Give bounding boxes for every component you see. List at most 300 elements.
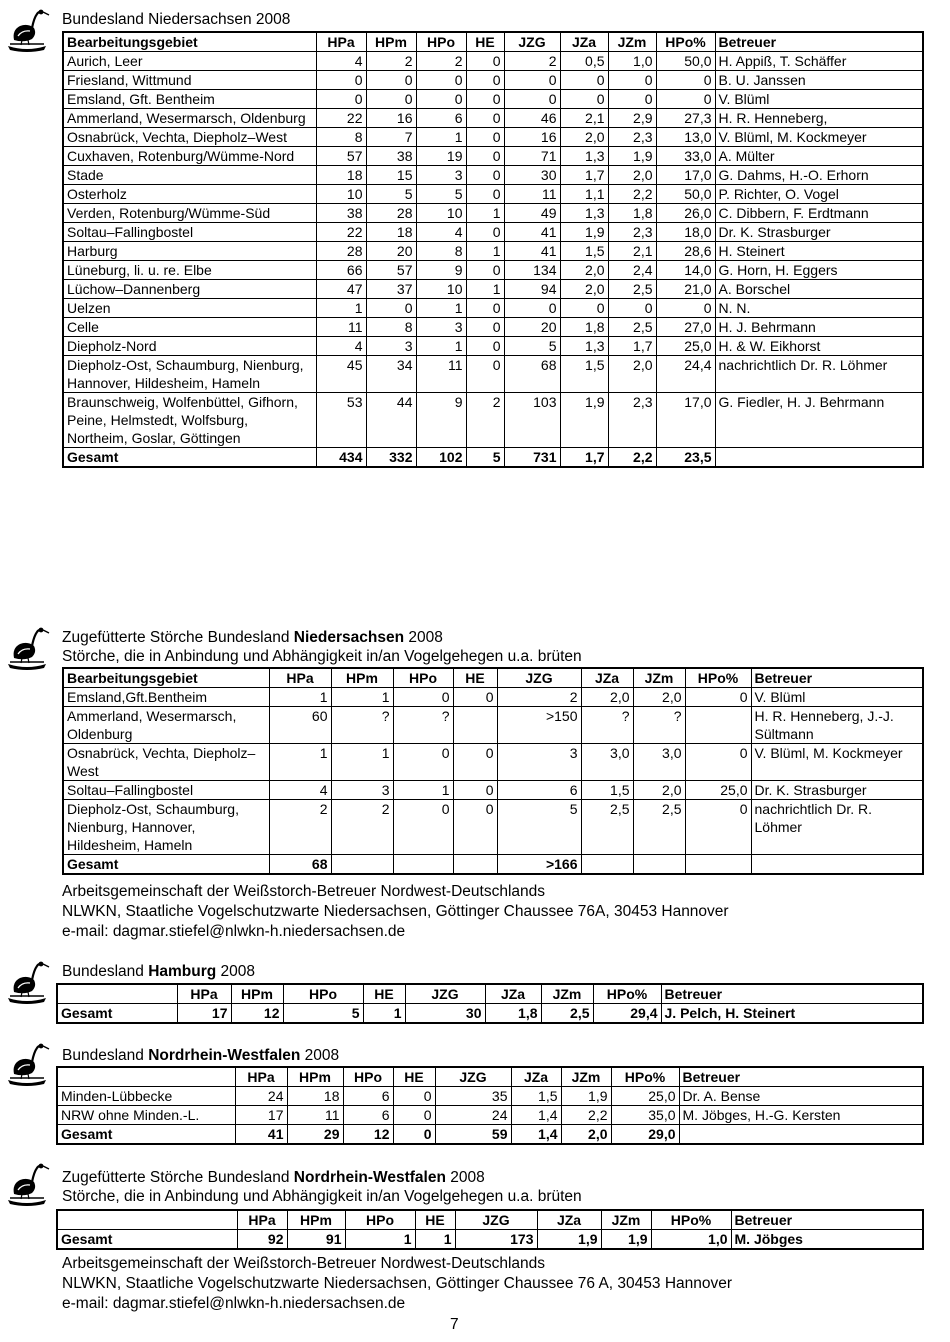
table-cell: H. J. Behrmann: [715, 318, 923, 337]
total-cell: 29,4: [593, 1004, 661, 1024]
column-header: JZm: [541, 984, 593, 1004]
total-cell: 2,5: [541, 1004, 593, 1024]
column-header: JZG: [497, 668, 581, 688]
table-cell: 28,6: [656, 242, 715, 261]
total-cell: [633, 855, 685, 875]
table-cell: 44: [366, 393, 416, 448]
table-cell: 24: [235, 1087, 287, 1106]
total-cell: 1,8: [485, 1004, 541, 1024]
table-cell: 0: [466, 356, 504, 393]
table-cell: 2,2: [561, 1106, 611, 1125]
section-title-nrw-zoo: Zugefütterte Störche Bundesland Nordrhein-Westfalen 2008: [62, 1169, 485, 1186]
column-header: Bearbeitungsgebiet: [63, 32, 316, 52]
stork-logo-icon: [4, 624, 50, 672]
table-cell: 2,4: [608, 261, 656, 280]
table-cell: Diepholz-Ost, Schaumburg, Nienburg, Hannover, Hildesheim, Hameln: [63, 800, 269, 855]
table-cell: 0: [466, 90, 504, 109]
table-cell: 0: [393, 1087, 435, 1106]
table-cell: 5: [504, 337, 560, 356]
table-cell: 0: [466, 261, 504, 280]
total-cell: Gesamt: [57, 1004, 177, 1024]
table-cell: 0: [466, 318, 504, 337]
table-cell: >150: [497, 707, 581, 744]
table-cell: 0: [560, 71, 608, 90]
table-cell: Diepholz-Ost, Schaumburg, Nienburg, Hannover, Hildesheim, Hameln: [63, 356, 316, 393]
table-row: [57, 1106, 923, 1125]
table-cell: nachrichtlich Dr. R. Löhmer: [751, 800, 923, 855]
table-cell: 1,3: [560, 147, 608, 166]
total-cell: 12: [343, 1125, 393, 1145]
table-cell: 15: [366, 166, 416, 185]
table-cell: 1: [416, 337, 466, 356]
column-header: JZa: [581, 668, 633, 688]
table-cell: H. & W. Eikhorst: [715, 337, 923, 356]
table-cell: 3: [416, 318, 466, 337]
table-cell: 1,8: [608, 204, 656, 223]
table-cell: 0: [560, 90, 608, 109]
total-cell: 1,9: [537, 1230, 601, 1250]
table-cell: 8: [416, 242, 466, 261]
total-cell: 12: [231, 1004, 283, 1024]
table-nrw-zoo: [56, 1209, 924, 1250]
table-row: [63, 71, 923, 90]
table-cell: 2,1: [608, 242, 656, 261]
table-cell: 0: [453, 744, 497, 781]
table-cell: 34: [366, 356, 416, 393]
table-cell: 9: [416, 261, 466, 280]
table-row: [63, 261, 923, 280]
column-header: JZG: [504, 32, 560, 52]
table-cell: 2,9: [608, 109, 656, 128]
table-cell: A. Mülter: [715, 147, 923, 166]
table-row: [63, 781, 923, 800]
table-cell: 1: [316, 299, 366, 318]
table-cell: 0: [316, 71, 366, 90]
table-cell: 0: [656, 299, 715, 318]
total-cell: 173: [455, 1230, 537, 1250]
table-cell: 66: [316, 261, 366, 280]
total-cell: 17: [177, 1004, 231, 1024]
table-cell: C. Dibbern, F. Erdtmann: [715, 204, 923, 223]
table-cell: 2,1: [560, 109, 608, 128]
table-cell: Braunschweig, Wolfenbüttel, Gifhorn, Peine, Helmstedt, Wolfsburg, Northeim, Goslar, Göttingen: [63, 393, 316, 448]
table-cell: 25,0: [611, 1087, 679, 1106]
table-cell: 0: [608, 90, 656, 109]
table-cell: 1,8: [560, 318, 608, 337]
total-cell: [679, 1125, 923, 1145]
table-cell: 1,5: [560, 356, 608, 393]
table-cell: Aurich, Leer: [63, 52, 316, 71]
column-header: Betreuer: [679, 1067, 923, 1087]
table-cell: B. U. Janssen: [715, 71, 923, 90]
table-cell: 94: [504, 280, 560, 299]
table-cell: 0: [453, 800, 497, 855]
stork-logo-icon: [4, 958, 50, 1006]
table-cell: 0: [316, 90, 366, 109]
page-number: 7: [450, 1316, 459, 1333]
table-cell: 22: [316, 223, 366, 242]
table-cell: Uelzen: [63, 299, 316, 318]
table-cell: 41: [504, 242, 560, 261]
table-cell: 20: [504, 318, 560, 337]
table-cell: 22: [316, 109, 366, 128]
table-cell: 6: [343, 1087, 393, 1106]
table-row: [63, 744, 923, 781]
table-cell: 71: [504, 147, 560, 166]
table-cell: 0: [393, 688, 453, 707]
table-cell: 5: [497, 800, 581, 855]
table-cell: 2,0: [633, 688, 685, 707]
footer-email: e-mail: dagmar.stiefel@nlwkn-h.niedersachsen.de: [62, 1295, 406, 1312]
total-cell: 91: [287, 1230, 345, 1250]
table-cell: 0: [393, 744, 453, 781]
total-cell: 1: [363, 1004, 405, 1024]
total-row: [57, 1004, 923, 1024]
column-header: JZa: [560, 32, 608, 52]
table-cell: 1: [466, 280, 504, 299]
table-cell: 11: [287, 1106, 343, 1125]
table-cell: 17: [235, 1106, 287, 1125]
table-cell: 0: [504, 90, 560, 109]
table-cell: ?: [633, 707, 685, 744]
table-cell: 16: [504, 128, 560, 147]
table-cell: [685, 707, 751, 744]
table-cell: 2,3: [608, 128, 656, 147]
table-row: [63, 185, 923, 204]
table-cell: Ammerland, Wesermarsch, Oldenburg: [63, 707, 269, 744]
table-row: [63, 688, 923, 707]
table-cell: Emsland,Gft.Bentheim: [63, 688, 269, 707]
total-cell: 29: [287, 1125, 343, 1145]
table-cell: 0: [466, 147, 504, 166]
column-header: HPa: [237, 1210, 287, 1230]
table-cell: 1: [269, 688, 331, 707]
table-cell: 2: [416, 52, 466, 71]
table-cell: 0: [466, 109, 504, 128]
table-cell: 50,0: [656, 185, 715, 204]
table-cell: 0: [504, 71, 560, 90]
table-cell: 18,0: [656, 223, 715, 242]
table-cell: 60: [269, 707, 331, 744]
table-cell: 17,0: [656, 166, 715, 185]
table-cell: 2: [504, 52, 560, 71]
table-cell: 0: [416, 90, 466, 109]
column-header: [57, 1210, 237, 1230]
table-cell: 0: [366, 299, 416, 318]
total-cell: 5: [283, 1004, 363, 1024]
column-header: HPm: [331, 668, 393, 688]
section-title-nds-zoo: Zugefütterte Störche Bundesland Niedersachsen 2008: [62, 629, 443, 646]
table-cell: Stade: [63, 166, 316, 185]
table-cell: 4: [269, 781, 331, 800]
table-cell: 11: [316, 318, 366, 337]
table-cell: 0: [453, 781, 497, 800]
table-cell: 26,0: [656, 204, 715, 223]
table-cell: 19: [416, 147, 466, 166]
column-header: JZa: [537, 1210, 601, 1230]
total-cell: 1,9: [601, 1230, 651, 1250]
table-cell: 0: [685, 688, 751, 707]
table-cell: [453, 707, 497, 744]
table-cell: 25,0: [685, 781, 751, 800]
column-header: JZa: [511, 1067, 561, 1087]
table-cell: 46: [504, 109, 560, 128]
footer-email: e-mail: dagmar.stiefel@nlwkn-h.niedersachsen.de: [62, 923, 406, 940]
table-cell: 1,1: [560, 185, 608, 204]
table-cell: Emsland, Gft. Bentheim: [63, 90, 316, 109]
column-header: Bearbeitungsgebiet: [63, 668, 269, 688]
table-cell: 134: [504, 261, 560, 280]
total-cell: [331, 855, 393, 875]
table-cell: V. Blüml, M. Kockmeyer: [715, 128, 923, 147]
table-cell: 0: [685, 800, 751, 855]
column-header: HE: [466, 32, 504, 52]
table-row: [63, 337, 923, 356]
column-header: HPo%: [685, 668, 751, 688]
total-cell: [393, 855, 453, 875]
column-header: HPo: [283, 984, 363, 1004]
total-cell: 23,5: [656, 448, 715, 468]
total-cell: M. Jöbges: [731, 1230, 923, 1250]
table-cell: 18: [366, 223, 416, 242]
table-cell: 57: [366, 261, 416, 280]
table-cell: 0: [366, 90, 416, 109]
total-row: [63, 448, 923, 468]
table-cell: 13,0: [656, 128, 715, 147]
table-cell: 1,3: [560, 204, 608, 223]
table-nds-zoo: [62, 667, 924, 875]
column-header: HE: [393, 1067, 435, 1087]
total-cell: 102: [416, 448, 466, 468]
table-row: [63, 800, 923, 855]
footer-line-1: Arbeitsgemeinschaft der Weißstorch-Betreuer Nordwest-Deutschlands: [62, 883, 545, 900]
table-cell: H. R. Henneberg,: [715, 109, 923, 128]
section-subtitle-nrw-zoo: Störche, die in Anbindung und Abhängigkeit in/an Vogelgehegen u.a. brüten: [62, 1188, 582, 1205]
column-header: Betreuer: [715, 32, 923, 52]
table-row: [63, 318, 923, 337]
table-cell: Verden, Rotenburg/Wümme-Süd: [63, 204, 316, 223]
table-cell: 4: [416, 223, 466, 242]
table-nrw: [56, 1066, 924, 1145]
table-hamburg: [56, 983, 924, 1024]
table-cell: 38: [366, 147, 416, 166]
table-cell: 103: [504, 393, 560, 448]
table-cell: N. N.: [715, 299, 923, 318]
table-cell: 38: [316, 204, 366, 223]
table-row: [63, 109, 923, 128]
table-cell: 28: [366, 204, 416, 223]
table-cell: 2,0: [633, 781, 685, 800]
table-cell: 1,5: [511, 1087, 561, 1106]
table-row: [63, 147, 923, 166]
table-cell: 1: [269, 744, 331, 781]
total-row: [63, 855, 923, 875]
total-cell: 59: [435, 1125, 511, 1145]
table-cell: Dr. K. Strasburger: [715, 223, 923, 242]
table-cell: 0: [466, 52, 504, 71]
table-cell: 53: [316, 393, 366, 448]
table-cell: Osterholz: [63, 185, 316, 204]
table-cell: 50,0: [656, 52, 715, 71]
table-cell: 2,0: [560, 128, 608, 147]
table-cell: 3: [416, 166, 466, 185]
table-row: [63, 166, 923, 185]
table-cell: Friesland, Wittmund: [63, 71, 316, 90]
table-cell: Osnabrück, Vechta, Diepholz–West: [63, 744, 269, 781]
section-subtitle-nds-zoo: Störche, die in Anbindung und Abhängigkeit in/an Vogelgehegen u.a. brüten: [62, 648, 582, 665]
column-header: HPo: [416, 32, 466, 52]
table-cell: 0: [466, 337, 504, 356]
table-cell: 2: [466, 393, 504, 448]
total-cell: Gesamt: [57, 1230, 237, 1250]
table-cell: ?: [331, 707, 393, 744]
table-cell: H. R. Henneberg, J.-J. Sültmann: [751, 707, 923, 744]
table-cell: Diepholz-Nord: [63, 337, 316, 356]
table-cell: A. Borschel: [715, 280, 923, 299]
table-cell: 2,3: [608, 393, 656, 448]
column-header: HE: [363, 984, 405, 1004]
column-header: JZm: [633, 668, 685, 688]
table-cell: 8: [316, 128, 366, 147]
table-cell: 10: [416, 280, 466, 299]
table-cell: 0: [466, 223, 504, 242]
total-cell: 1: [345, 1230, 415, 1250]
table-cell: 37: [366, 280, 416, 299]
table-row: [63, 90, 923, 109]
table-cell: Cuxhaven, Rotenburg/Wümme-Nord: [63, 147, 316, 166]
table-row: [63, 393, 923, 448]
table-cell: Dr. A. Bense: [679, 1087, 923, 1106]
table-cell: 25,0: [656, 337, 715, 356]
table-cell: V. Blüml: [751, 688, 923, 707]
table-cell: Dr. K. Strasburger: [751, 781, 923, 800]
table-cell: 14,0: [656, 261, 715, 280]
total-cell: >166: [497, 855, 581, 875]
table-row: [63, 128, 923, 147]
table-cell: 5: [416, 185, 466, 204]
table-cell: 1: [416, 299, 466, 318]
table-cell: G. Horn, H. Eggers: [715, 261, 923, 280]
table-cell: 0: [608, 71, 656, 90]
table-cell: 1,9: [608, 147, 656, 166]
column-header: JZm: [608, 32, 656, 52]
total-cell: 29,0: [611, 1125, 679, 1145]
section-title-nrw: Bundesland Nordrhein-Westfalen 2008: [62, 1047, 340, 1064]
table-cell: 1,3: [560, 337, 608, 356]
table-niedersachsen: [62, 31, 924, 468]
total-cell: Gesamt: [63, 855, 269, 875]
table-cell: V. Blüml: [715, 90, 923, 109]
table-cell: Minden-Lübbecke: [57, 1087, 235, 1106]
table-cell: 1,4: [511, 1106, 561, 1125]
total-cell: [581, 855, 633, 875]
total-cell: 731: [504, 448, 560, 468]
table-cell: 3: [497, 744, 581, 781]
table-cell: 1,7: [560, 166, 608, 185]
table-cell: 0: [466, 166, 504, 185]
table-cell: NRW ohne Minden.-L.: [57, 1106, 235, 1125]
table-cell: ?: [581, 707, 633, 744]
table-cell: 0: [466, 128, 504, 147]
total-cell: 92: [237, 1230, 287, 1250]
column-header: HPo%: [593, 984, 661, 1004]
table-cell: 8: [366, 318, 416, 337]
table-cell: 0: [504, 299, 560, 318]
table-cell: Soltau–Fallingbostel: [63, 781, 269, 800]
table-cell: 45: [316, 356, 366, 393]
footer-line-2: NLWKN, Staatliche Vogelschutzwarte Niedersachsen, Göttinger Chaussee 76 A, 30453 Hannover: [62, 1275, 733, 1292]
table-cell: M. Jöbges, H.-G. Kersten: [679, 1106, 923, 1125]
table-row: [63, 280, 923, 299]
total-cell: [751, 855, 923, 875]
table-cell: 11: [504, 185, 560, 204]
table-cell: 2: [331, 800, 393, 855]
column-header: HPm: [366, 32, 416, 52]
table-cell: 2,3: [608, 223, 656, 242]
total-cell: 1,7: [560, 448, 608, 468]
table-cell: 1,9: [560, 393, 608, 448]
table-cell: 1,9: [560, 223, 608, 242]
column-header: HPa: [177, 984, 231, 1004]
table-cell: 1: [393, 781, 453, 800]
table-cell: 24: [435, 1106, 511, 1125]
table-cell: 33,0: [656, 147, 715, 166]
total-cell: [685, 855, 751, 875]
column-header: Betreuer: [661, 984, 923, 1004]
table-cell: 1: [416, 128, 466, 147]
column-header: HPo: [345, 1210, 415, 1230]
section-title-niedersachsen: Bundesland Niedersachsen 2008: [62, 11, 291, 28]
total-cell: 2,2: [608, 448, 656, 468]
column-header: HPm: [287, 1067, 343, 1087]
table-cell: 0: [466, 71, 504, 90]
table-cell: 0: [685, 744, 751, 781]
table-cell: 27,3: [656, 109, 715, 128]
table-cell: 2,5: [608, 318, 656, 337]
table-cell: Soltau–Fallingbostel: [63, 223, 316, 242]
table-cell: 35: [435, 1087, 511, 1106]
section-title-hamburg: Bundesland Hamburg 2008: [62, 963, 256, 980]
column-header: Betreuer: [731, 1210, 923, 1230]
column-header: HPo%: [656, 32, 715, 52]
total-cell: 1: [415, 1230, 455, 1250]
column-header: HE: [453, 668, 497, 688]
total-cell: 5: [466, 448, 504, 468]
footer-line-2: NLWKN, Staatliche Vogelschutzwarte Niedersachsen, Göttinger Chaussee 76A, 30453 Hannover: [62, 903, 729, 920]
table-cell: 0: [608, 299, 656, 318]
table-cell: Osnabrück, Vechta, Diepholz–West: [63, 128, 316, 147]
column-header: HE: [415, 1210, 455, 1230]
table-cell: 0: [393, 1106, 435, 1125]
table-row: [63, 707, 923, 744]
table-cell: 30: [504, 166, 560, 185]
table-cell: 2,5: [633, 800, 685, 855]
table-cell: 9: [416, 393, 466, 448]
table-cell: 1: [466, 242, 504, 261]
column-header: HPo: [393, 668, 453, 688]
table-cell: H. Steinert: [715, 242, 923, 261]
table-cell: 68: [504, 356, 560, 393]
table-cell: 49: [504, 204, 560, 223]
table-cell: 0: [366, 71, 416, 90]
column-header: JZG: [435, 1067, 511, 1087]
table-cell: 0: [560, 299, 608, 318]
table-row: [63, 52, 923, 71]
total-cell: 41: [235, 1125, 287, 1145]
table-cell: nachrichtlich Dr. R. Löhmer: [715, 356, 923, 393]
table-cell: 1: [331, 744, 393, 781]
table-cell: Lüchow–Dannenberg: [63, 280, 316, 299]
